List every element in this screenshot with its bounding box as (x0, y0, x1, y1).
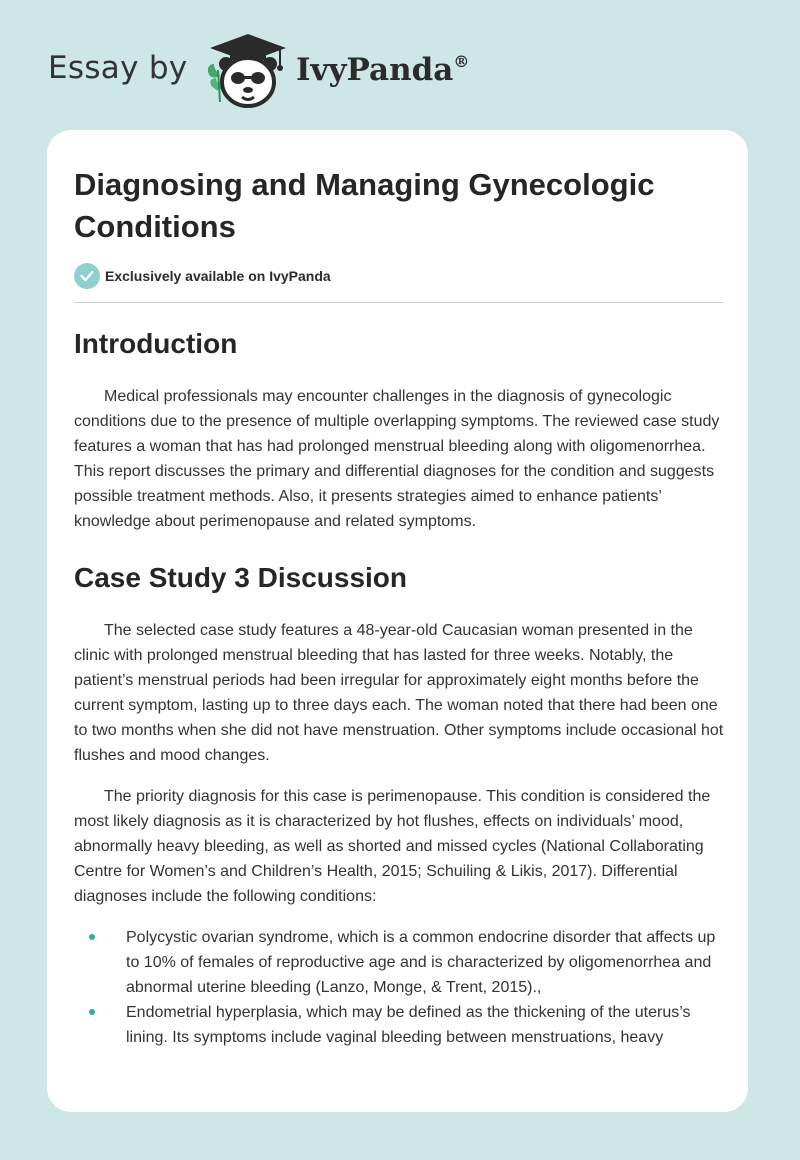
paragraph: The selected case study features a 48-year-old Caucasian woman presented in the clinic with prolonged menstrual bleeding that has lasted for three weeks. Notably, the patient’s menstrual periods had been irregular for approximately eight months before the current symptom, lasting up to three days each. The woman noted that there had been one to two months when she did not have menstruation. Other symptoms include occasional hot flushes and mood changes. (74, 622, 724, 764)
list-item (74, 1000, 724, 1050)
list-item-text: Polycystic ovarian syndrome, which is a common endocrine disorder that affects up to 10% of females of reproductive age and is characterized by oligomenorrhea and abnormal uterine bleeding (Lanzo, Monge, & Trent, 2015)., (126, 929, 716, 996)
essay-by-label: Essay by (48, 50, 188, 86)
essay-card (47, 130, 748, 1112)
list-item-text: Endometrial hyperplasia, which may be defined as the thickening of the uterus’s lining. Its symptoms include vaginal bleeding between menstruations, heavy (126, 1004, 691, 1046)
brand-name[interactable] (296, 52, 469, 88)
differential-diagnoses-list (74, 925, 724, 1050)
page-title: Diagnosing and Managing Gynecologic Conditions (74, 167, 655, 244)
bullet-icon (89, 1009, 95, 1015)
site-header (0, 0, 800, 130)
paragraph: Medical professionals may encounter challenges in the diagnosis of gynecologic conditions due to the presence of multiple overlapping symptoms. The reviewed case study features a woman that has had prolonged menstrual bleeding along with oligomenorrhea. This report discusses the primary and differential diagnoses for the condition and suggests possible treatment methods. Also, it presents strategies aimed to enhance patients’ knowledge about perimenopause and related symptoms. (74, 388, 720, 530)
registered-mark: ® (453, 51, 470, 71)
divider (74, 302, 723, 303)
badge-label: Exclusively available on IvyPanda (105, 268, 331, 284)
section-heading-case-study: Case Study 3 Discussion (74, 562, 408, 593)
panda-graduate-icon[interactable] (200, 30, 296, 110)
article-body (74, 320, 724, 1050)
check-icon (74, 263, 100, 289)
section-heading-introduction: Introduction (74, 328, 238, 359)
paragraph: The priority diagnosis for this case is perimenopause. This condition is considered the most likely diagnosis as it is characterized by hot flushes, effects on individuals’ mood, abnormally heavy bleeding, as well as shorted and missed cycles (National Collaborating Centre for Women’s and Children’s Health, 2015; Schuiling & Likis, 2017). Differential diagnoses include the following conditions: (74, 788, 711, 905)
bullet-icon (89, 934, 95, 940)
list-item (74, 925, 724, 1000)
brand-text: IvyPanda (296, 52, 454, 88)
